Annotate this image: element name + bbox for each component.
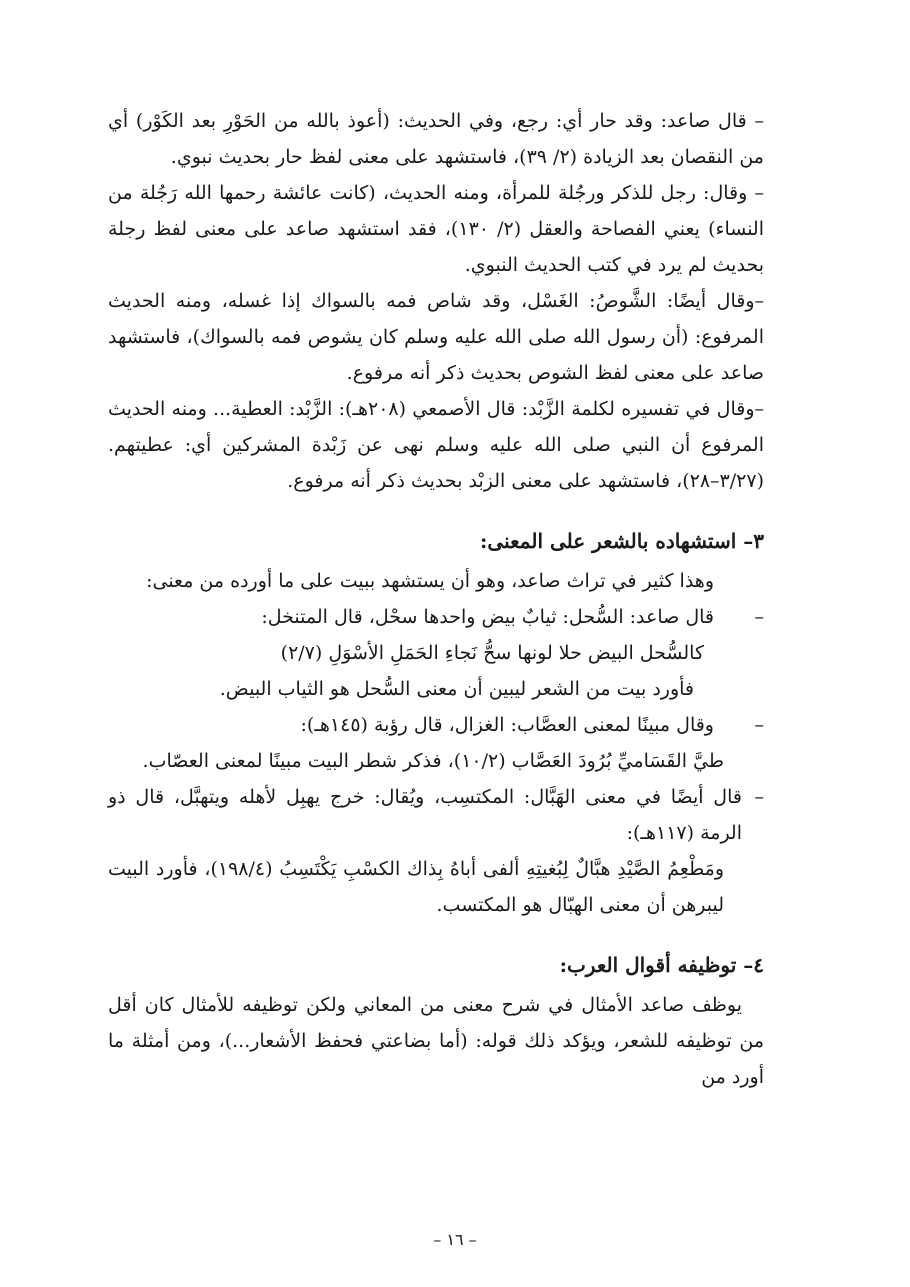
section-intro: وهذا كثير في تراث صاعد، وهو أن يستشهد ببيت على ما أورده من معنى:: [146, 570, 714, 592]
explanation-suhl: فأورد بيت من الشعر ليبين أن معنى السُّحل هو الثياب البيض.: [219, 678, 694, 700]
paragraph-shaws: –وقال أيضًا: الشَّوصُ: الغَسْل، وقد شاص فمه بالسواك إذا غسله، ومنه الحديث المرفوع: (أن رسول الله صلى الله عليه وسلم كان يشوص فمه بالسواك)، فاستشهد صاعد على معنى لفظ الشوص بحديث ذكر أنه مرفوع.: [108, 290, 764, 384]
verse-assab: طيَّ القَسَاميِّ بُرُودَ العَصَّاب (١٠/٢)، فذكر شطر البيت مبينًا لمعنى العصّاب.: [142, 750, 724, 772]
section-heading-proverbs: ٤– توظيفه أقوال العرب:: [559, 953, 764, 977]
verse-habbal: ومَطْعِمُ الصَّيْدِ هبَّالٌ لِبُغيتِهِ ألفى أباهُ بِذاك الكسْبِ يَكْتَسِبُ (١٩٨/٤)، فأورد البيت ليبرهن أن معنى الهبّال هو المكتسب.: [108, 858, 725, 916]
bullet-habbal: – قال أيضًا في معنى الهَبَّال: المكتسِب، ويُقال: خرج يهبِل لأهله ويتهبَّل، قال ذو الرمة (١١٧هـ):: [108, 779, 764, 851]
paragraph-proverbs: يوظف صاعد الأمثال في شرح معنى من المعاني ولكن توظيفه للأمثال كان أقل من توظيفه للشعر، ويؤكد ذلك قوله: (أما بضاعتي فحفظ الأشعار...)، ومن أمثلة ما أورد من: [108, 994, 764, 1088]
paragraph-rajula: – وقال: رجل للذكر ورجُلة للمرأة، ومنه الحديث، (كانت عائشة رحمها الله رَجُلة من النساء) يعني الفصاحة والعقل (٢/ ١٣٠)، فقد استشهد صاعد على معنى لفظ رجلة بحديث لم يرد في كتب الحديث النبوي.: [108, 182, 764, 276]
bullet-assab: – وقال مبينًا لمعنى العصَّاب: الغزال، قال رؤبة (١٤٥هـ):: [108, 707, 764, 743]
page-number: – ١٦ –: [433, 1230, 477, 1249]
paragraph-zabd: –وقال في تفسيره لكلمة الزَّبْد: قال الأصمعي (٢٠٨هـ): الزَّبْد: العطية... ومنه الحديث المرفوع أن النبي صلى الله عليه وسلم نهى عن زَبْدة المشركين أي: عطيتهم. (٣/٢٧–٢٨)، فاستشهد على معنى الزبْد بحديث ذكر أنه مرفوع.: [108, 398, 764, 492]
page-body: [108, 103, 764, 1095]
paragraph-hawr: – قال صاعد: وقد حار أي: رجع، وفي الحديث: (أعوذ بالله من الحَوْرِ بعد الكَوْر) أي من النقصان بعد الزيادة (٢/ ٣٩)، فاستشهد على معنى لفظ حار بحديث نبوي.: [108, 110, 764, 168]
verse-suhl: كالسُّحل البيض حلا لونها سحُّ نَجاءِ الحَمَلِ الأسْوَلِ (٢/٧): [280, 642, 704, 664]
section-heading-poetry: ٣– استشهاده بالشعر على المعنى:: [480, 529, 764, 553]
bullet-suhl: – قال صاعد: السُّحل: ثيابٌ بيض واحدها سحْل، قال المتنخل:: [108, 599, 764, 635]
